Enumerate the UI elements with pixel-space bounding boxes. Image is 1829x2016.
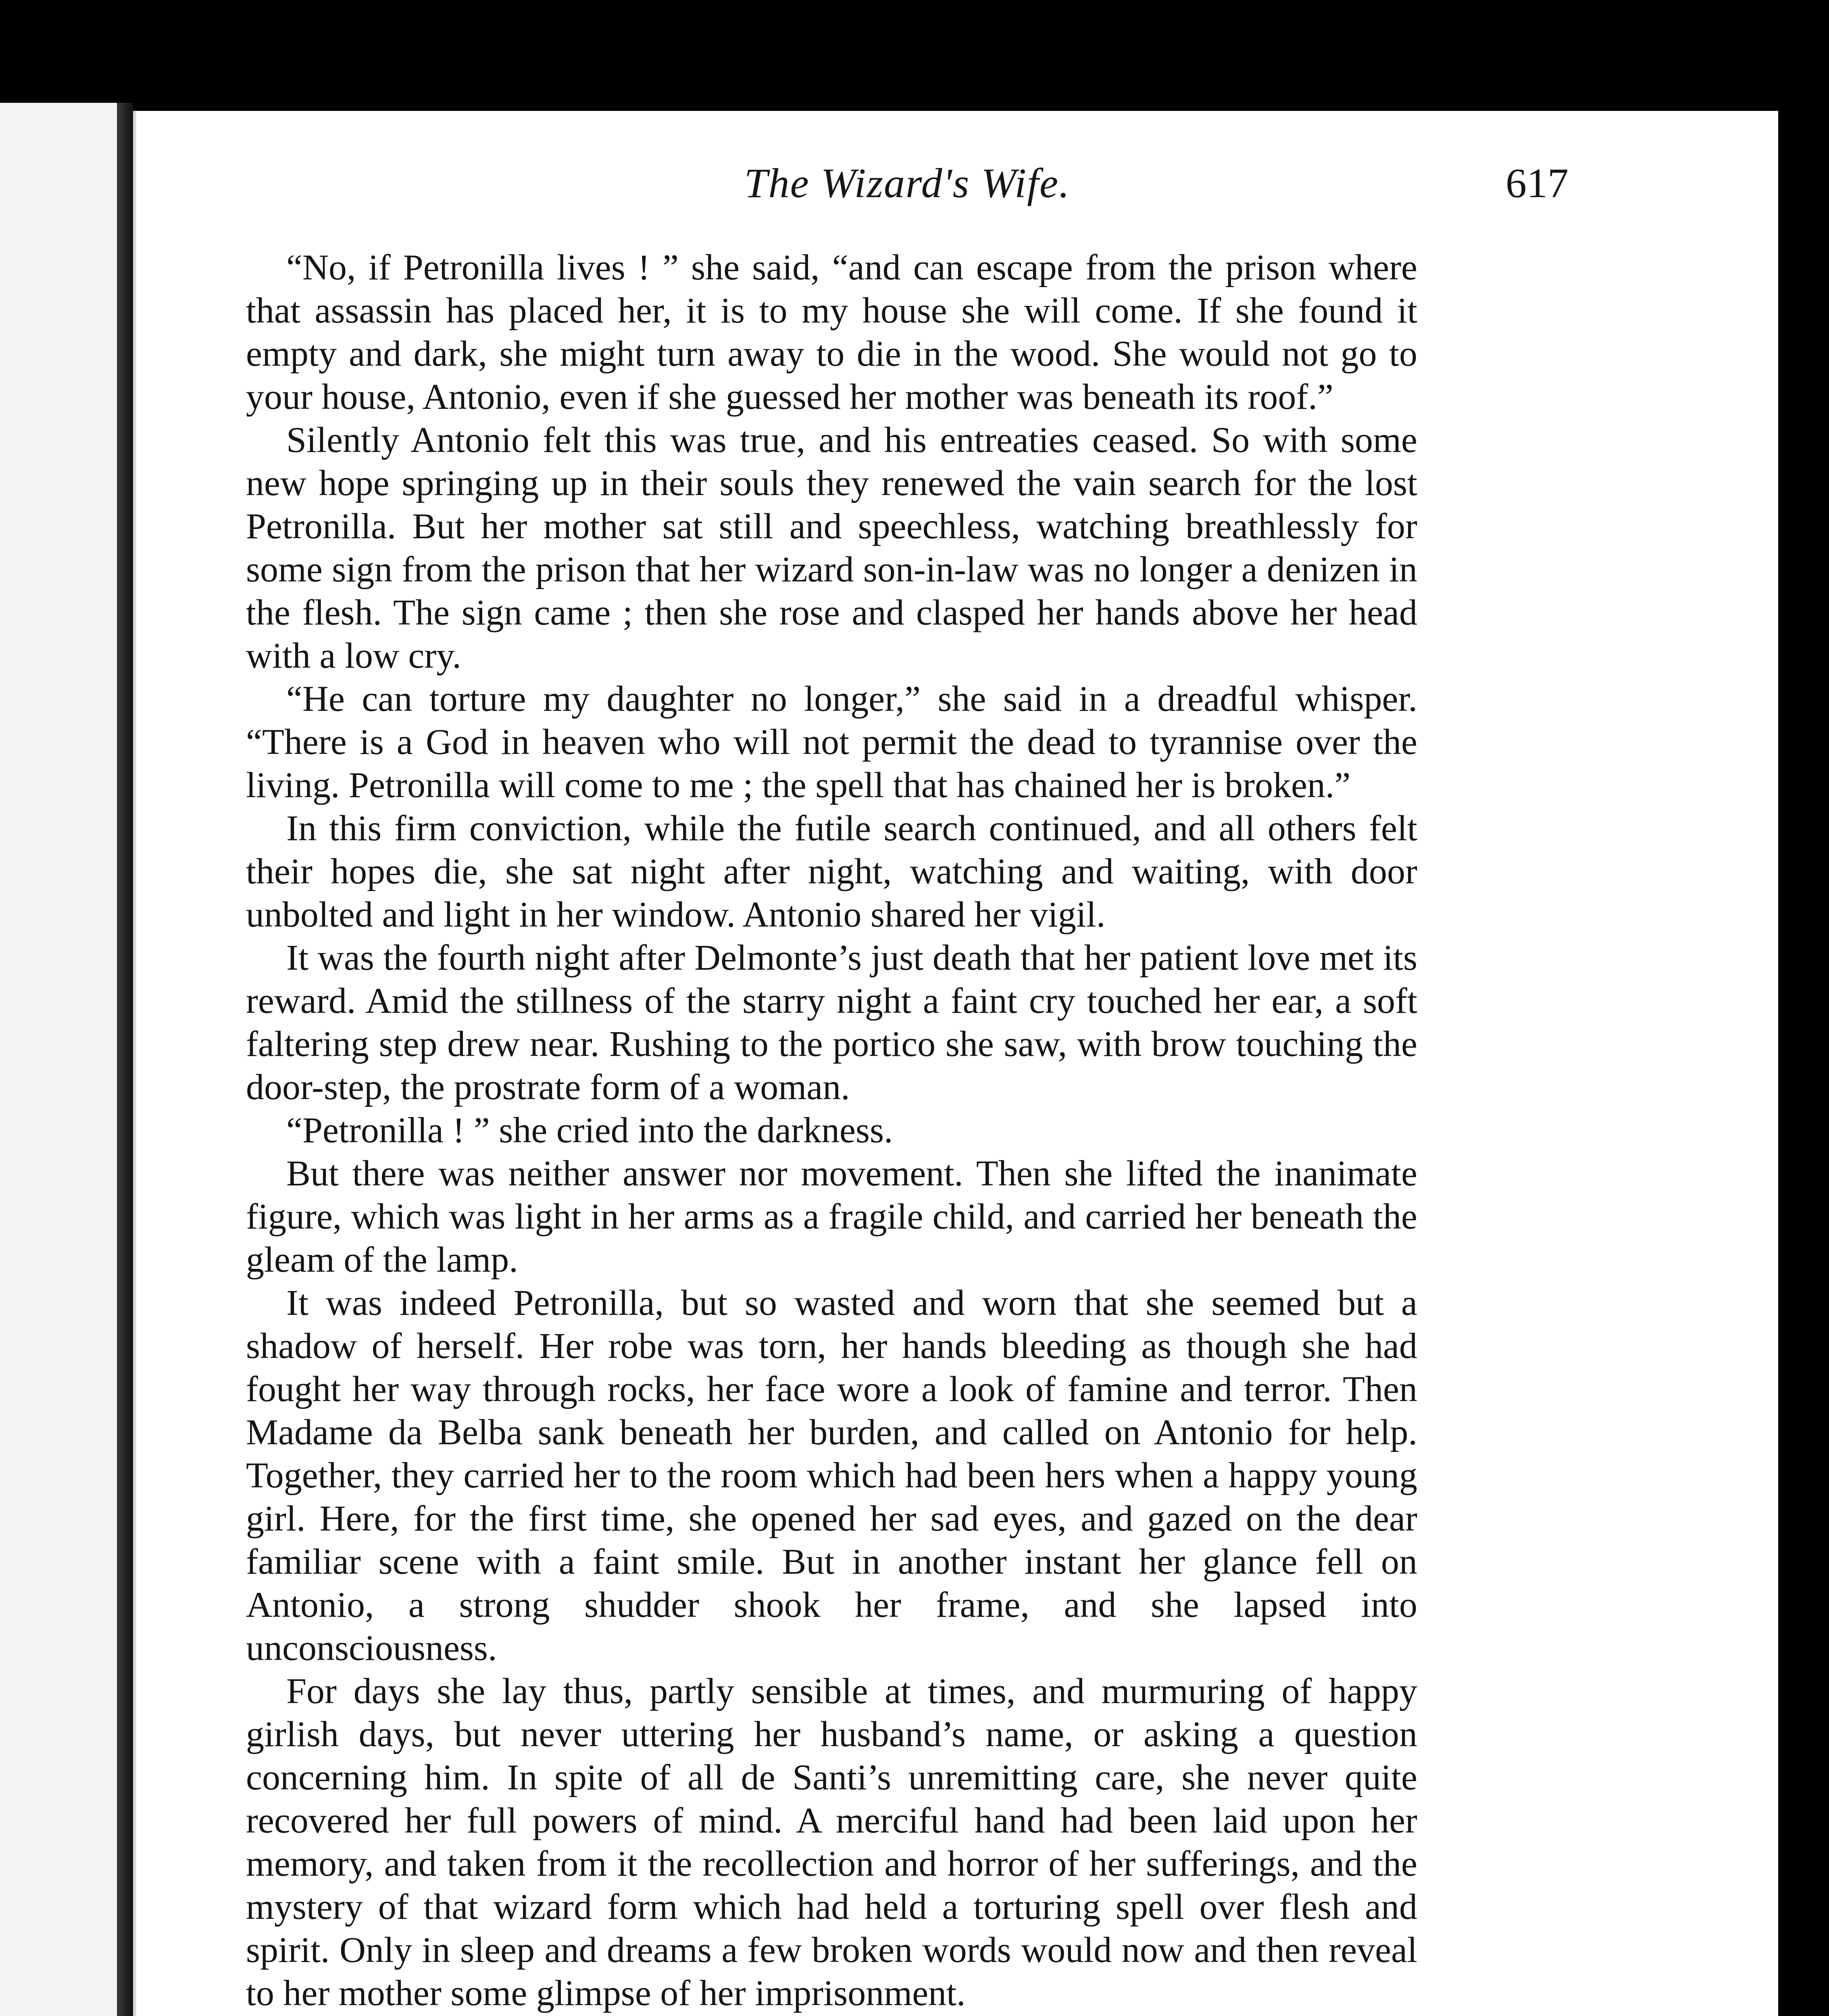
paragraph: For days she lay thus, partly sensible at times, and murmuring of happy girlish days, but never uttering her husband’s name, or asking a question concerning him. In spite of all de Santi’s unremitting care, she never quite recovered her full powers of mind. A merciful hand had been laid upon her memory, and taken from it the recollection and horror of her sufferings, and the mystery of that wizard form which had held a torturing spell over flesh and spirit. Only in sleep and dreams a few broken words would now and then reveal to her mother some glimpse of her imprisonment. xyxy=(246,1671,1417,2013)
facing-page-edge xyxy=(0,103,125,2016)
paragraph: Silently Antonio felt this was true, and his entreaties ceased. So with some new hope springing up in their souls they renewed the vain search for the lost Petronilla. But her mother sat still and speechless, watching breathlessly for some sign from the prison that her wizard son-in-law was no longer a denizen in the flesh. The sign came ; then she rose and clasped her hands above her head with a low cry. xyxy=(246,420,1417,676)
page-number: 617 xyxy=(1506,160,1569,206)
running-head xyxy=(246,159,1569,224)
paragraph: It was indeed Petronilla, but so wasted and worn that she seemed but a shadow of herself. Her robe was torn, her hands bleeding as though she had fought her way through rocks, her face wore a look of famine and terror. Then Madame da Belba sank beneath her burden, and called on Antonio for help. Together, they carried her to the room which had been hers when a happy young girl. Here, for the first time, she opened her sad eyes, and gazed on the dear familiar scene with a faint smile. But in another instant her glance fell on Antonio, a strong shudder shook her frame, and she lapsed into unconsciousness. xyxy=(246,1283,1417,1668)
paragraph: “Petronilla ! ” she cried into the darkness. xyxy=(286,1110,893,1150)
paragraph: “No, if Petronilla lives ! ” she said, “and can escape from the prison where that assassin has placed her, it is to my house she will come. If she found it empty and dark, she might turn away to die in the wood. She would not go to your house, Antonio, even if she guessed her mother was beneath its roof.” xyxy=(246,248,1417,417)
paragraph: “He can torture my daughter no longer,” she said in a dreadful whisper. “There is a God in heaven who will not permit the dead to tyrannise over the living. Petronilla will come to me ; the spell that has chained her is broken.” xyxy=(246,679,1417,805)
paragraph: It was the fourth night after Delmonte’s just death that her patient love met its reward. Amid the stillness of the starry night a faint cry touched her ear, a soft faltering step drew near. Rushing to the portico she saw, with brow touching the door-step, the prostrate form of a woman. xyxy=(246,938,1417,1107)
paragraph: But there was neither answer nor movement. Then she lifted the inanimate figure, which was light in her arms as a fragile child, and carried her beneath the gleam of the lamp. xyxy=(246,1154,1417,1280)
running-title: The Wizard's Wife. xyxy=(744,160,1071,206)
body-text xyxy=(246,246,1417,2015)
paragraph: In this firm conviction, while the futile search continued, and all others felt their hopes die, she sat night after night, watching and waiting, with door unbolted and light in her window. Antonio shared her vigil. xyxy=(246,808,1417,935)
binding-gutter xyxy=(117,103,133,2016)
